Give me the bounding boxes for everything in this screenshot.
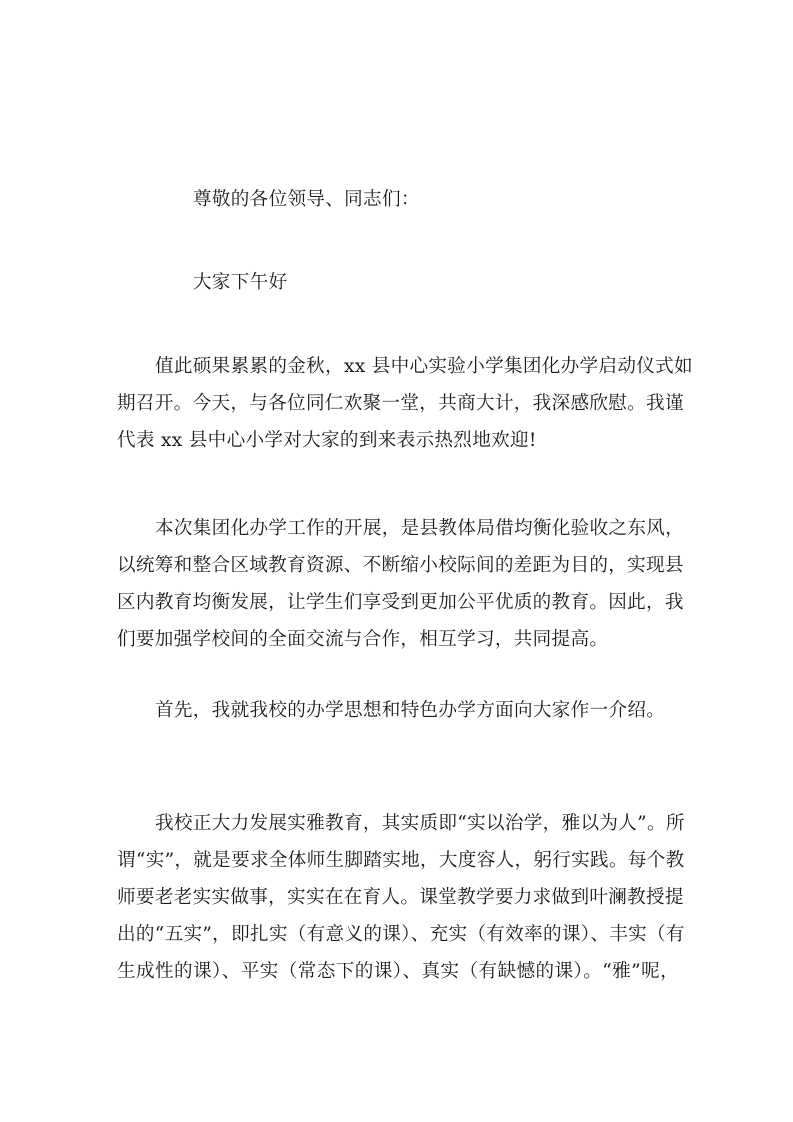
paragraph-line: 生成性的课）、平实（常态下的课）、真实（有缺憾的课）。“雅”呢，	[117, 961, 679, 982]
paragraph-line: 值此硕果累累的金秋，xx 县中心实验小学集团化办学启动仪式如	[155, 356, 693, 377]
greeting	[117, 264, 679, 301]
paragraph-line: 期召开。今天，与各位同仁欢聚一堂，共商大计，我深感欣慰。我谨	[117, 393, 684, 414]
paragraph-purpose	[117, 510, 685, 658]
paragraph-line: 我校正大力发展实雅教育，其实质即“实以治学，雅以为人”。所	[155, 813, 685, 834]
paragraph-intro	[117, 692, 679, 729]
paragraph-shiya-education	[117, 805, 685, 990]
paragraph-line: 们要加强学校间的全面交流与合作，相互学习，共同提高。	[117, 629, 609, 650]
paragraph-line: 师要老老实实做事，实实在在育人。课堂教学要力求做到叶澜教授提	[117, 887, 684, 908]
greeting-line: 大家下午好	[193, 272, 288, 293]
paragraph-welcome	[117, 348, 693, 459]
paragraph-line: 区内教育均衡发展，让学生们享受到更加公平优质的教育。因此，我	[117, 592, 684, 613]
paragraph-line: 以统筹和整合区域教育资源、不断缩小校际间的差距为目的，实现县	[117, 555, 684, 576]
salutation	[117, 181, 679, 218]
paragraph-line: 出的“五实”，即扎实（有意义的课）、充实（有效率的课）、丰实（有	[117, 924, 685, 945]
paragraph-line: 代表 xx 县中心小学对大家的到来表示热烈地欢迎!	[117, 430, 537, 451]
paragraph-line: 谓“实”，就是要求全体师生脚踏实地，大度容人，躬行实践。每个教	[117, 850, 685, 871]
paragraph-line: 首先，我就我校的办学思想和特色办学方面向大家作一介绍。	[155, 700, 666, 721]
paragraph-line: 本次集团化办学工作的开展，是县教体局借均衡化验收之东风，	[155, 518, 685, 539]
salutation-line: 尊敬的各位领导、同志们：	[193, 189, 420, 210]
